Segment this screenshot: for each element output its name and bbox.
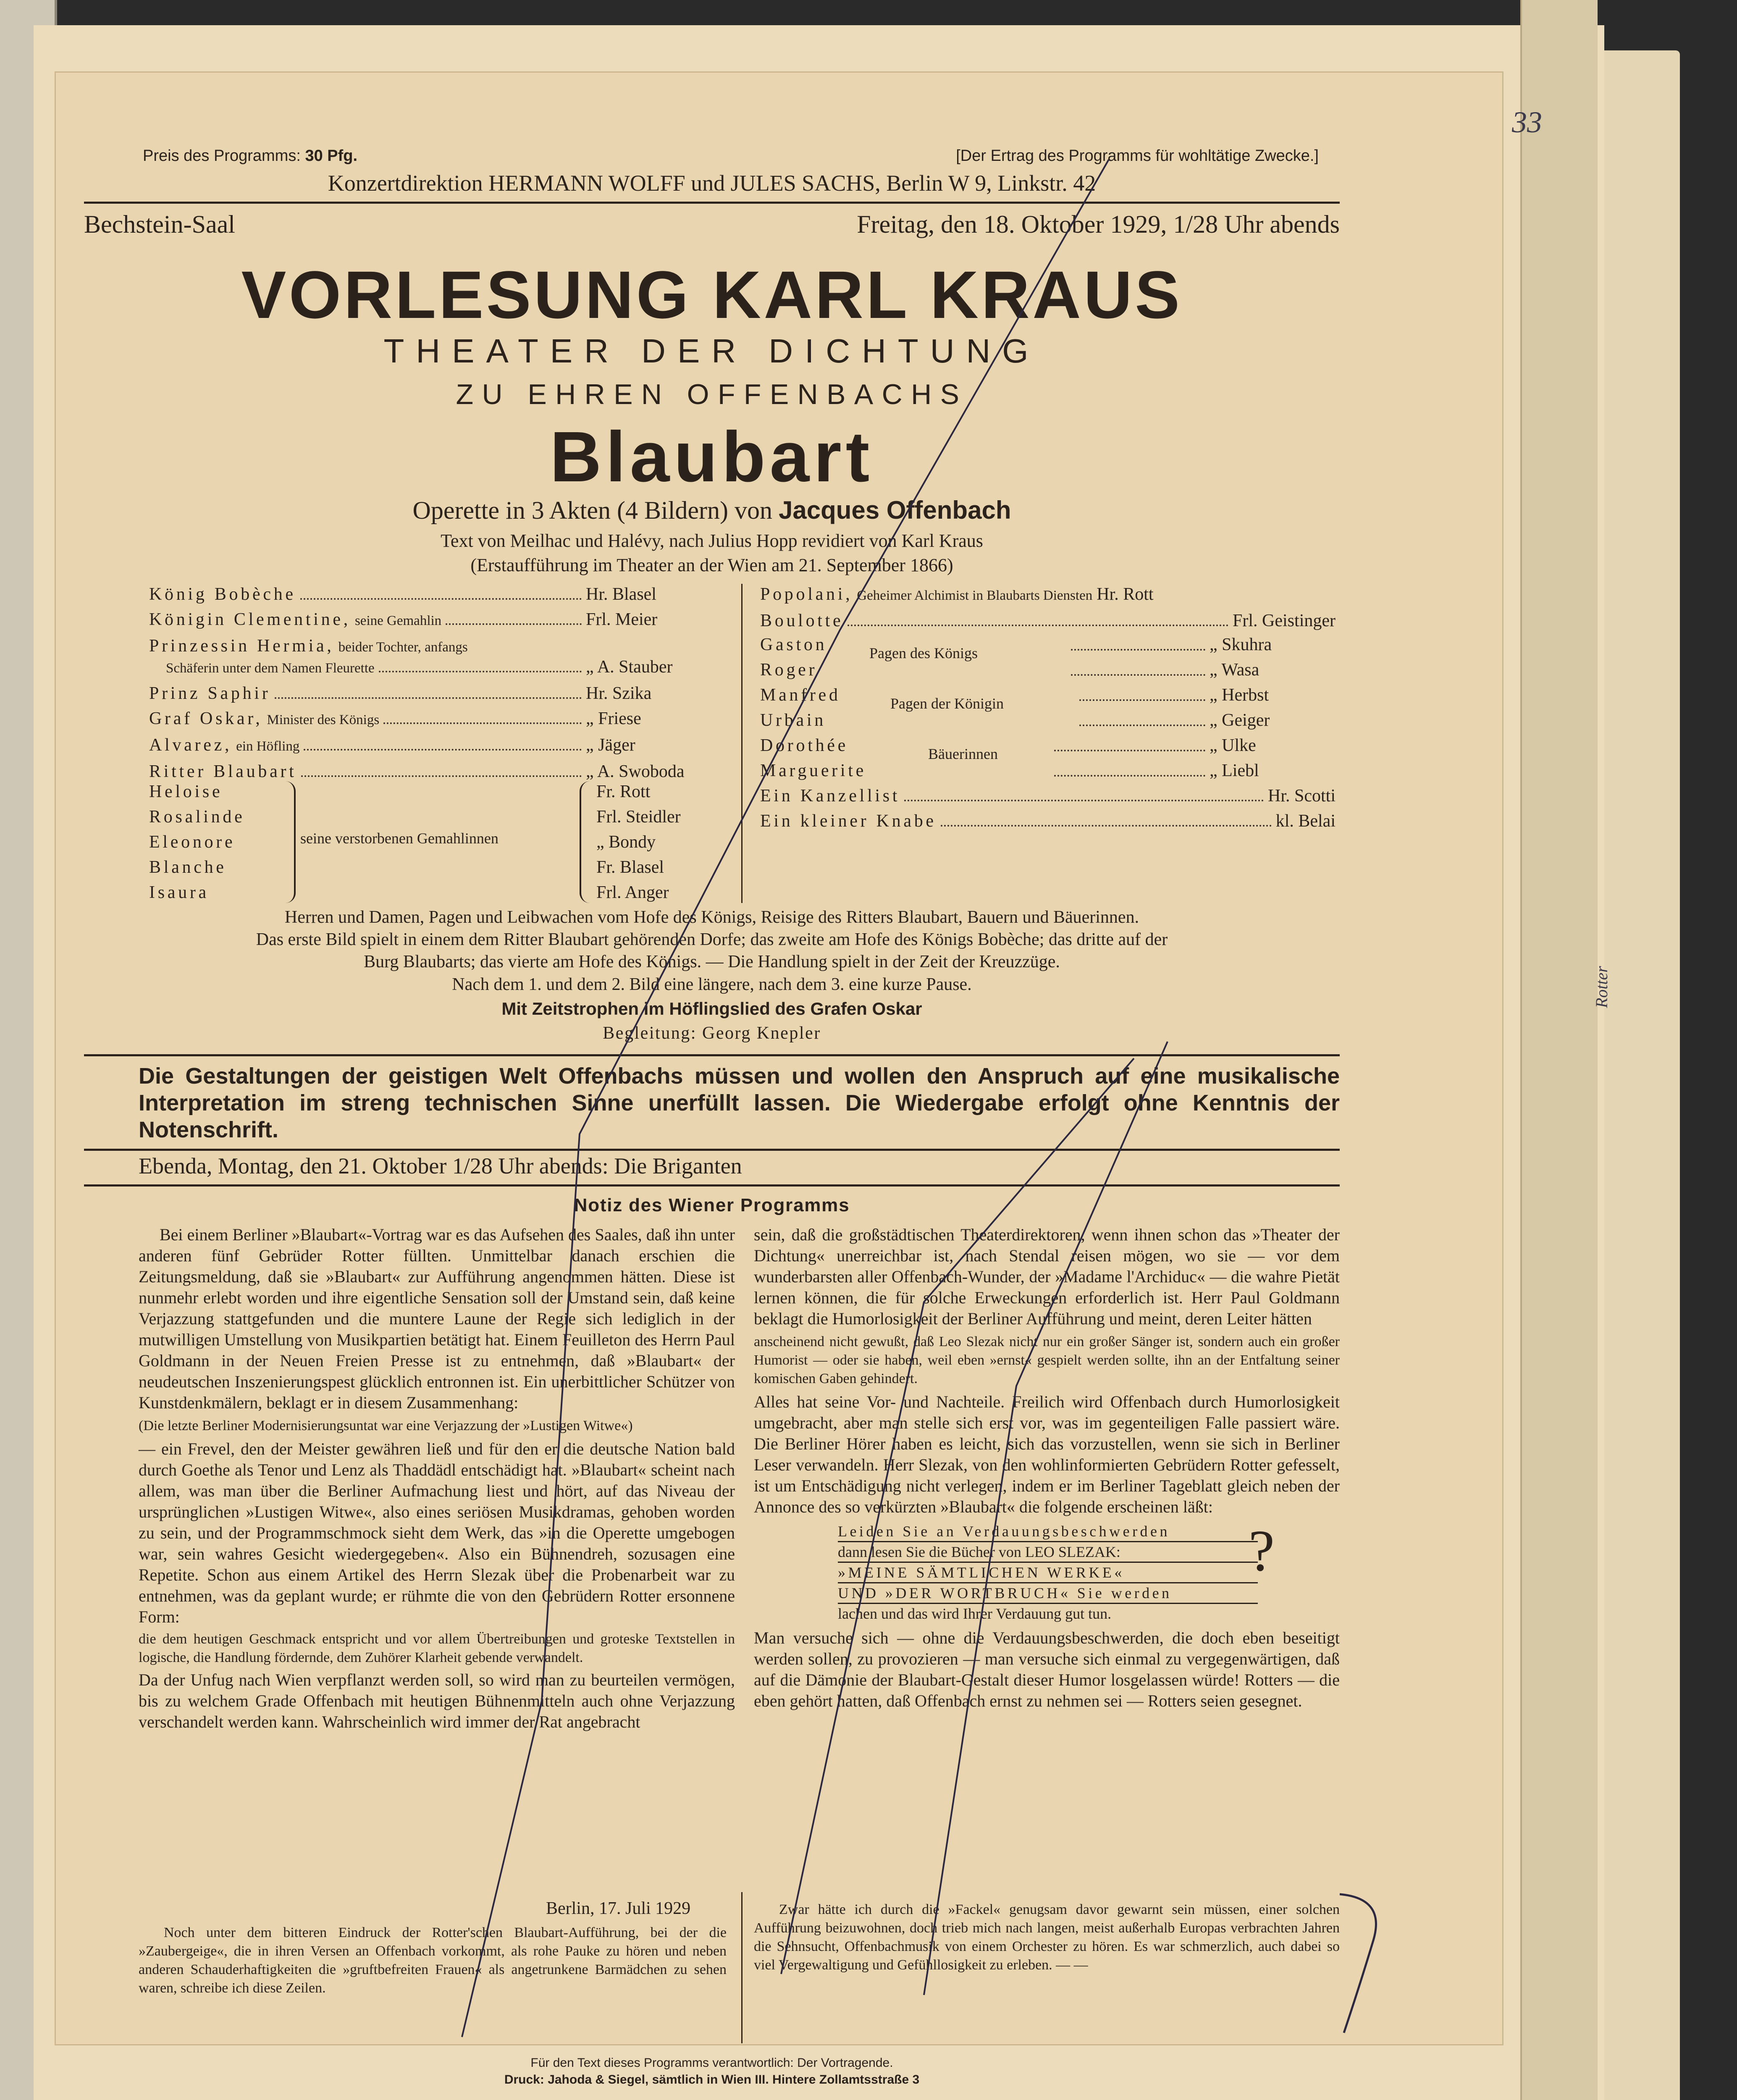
pencil-question-mark: ? xyxy=(1248,1518,1275,1583)
wives-names: Heloise Rosalinde Eleonore Blanche Isaura xyxy=(149,782,245,902)
cast-row: Prinzessin Hermia, beider Tochter, anfangs xyxy=(149,636,468,656)
venue: Bechstein-Saal xyxy=(84,210,235,238)
zeitstrophen-line: Mit Zeitstrophen im Höflingslied des Grafen Oskar xyxy=(501,999,922,1018)
pencil-side-note: Rotter xyxy=(1592,966,1611,1008)
pencil-page-number: 33 xyxy=(1512,105,1542,139)
pause-line: Nach dem 1. und dem 2. Bild eine längere, nach dem 3. eine kurze Pause. xyxy=(452,975,972,994)
notiz-right-para-3: Man versuche sich — ohne die Verdauungsbeschwerden, die doch eben beseitigt werden sollen, zu provozieren — man versuche sich einmal zu vergegenwärtigen, daß auf die Dämonie der Blaubart-Gestalt dieser Humor losgelassen würde! Rotters — die eben gehört hatten, daß Offenbach ernst zu nehmen sei — Rotters seien gesegnet. xyxy=(754,1628,1340,1710)
charity-note: [Der Ertrag des Programms für wohltätige Zwecke.] xyxy=(956,147,1319,165)
cast-group-peasants: Dorothée Marguerite Bäuerinnen „ Ulke „ Liebl xyxy=(760,733,1336,783)
notiz-left-para-3: Da der Unfug nach Wien verpflanzt werden soll, so wird man zu beurteilen vermögen, bis zu welchem Grade Offenbach mit heutigen Bühnenmitteln auch ohne Verjazzung verschandelt werden kann. Wahrscheinlich wird immer der Rat angebracht xyxy=(139,1670,735,1731)
subtitle-theater: THEATER DER DICHTUNG xyxy=(383,332,1040,370)
scene-line-1: Das erste Bild spielt in einem dem Ritter Blaubart gehörenden Dorfe; das zweite am Hofe des Königs Bobèche; das dritte auf der xyxy=(256,930,1168,949)
slezak-advert: Leiden Sie an Verdauungsbeschwerden dann lesen Sie die Bücher von LEO SLEZAK: »MEINE SÄMTLICHEN WERKE« UND »DER WORTBRUCH« Sie werden lachen und das wird Ihrer Verdauung gut tun. ? xyxy=(838,1518,1275,1622)
wives-label: seine verstorbenen Gemahlinnen xyxy=(300,830,499,847)
scene-line-2: Burg Blaubarts; das vierte am Hofe des Königs. — Die Handlung spielt in der Zeit der Kreuzzüge. xyxy=(364,952,1060,971)
berlin-dateline: Berlin, 17. Juli 1929 xyxy=(546,1899,691,1918)
operette-line: Operette in 3 Akten (4 Bildern) von Jacques Offenbach xyxy=(412,496,1011,524)
cast-row: Popolani, Geheimer Alchimist in Blaubarts Diensten Hr. Rott xyxy=(760,585,1154,604)
pencil-cancel-line-2 xyxy=(781,1058,1134,1974)
text-credit: Text von Meilhac und Halévy, nach Julius Hopp revidiert von Karl Kraus xyxy=(441,530,983,551)
notiz-right-quote-1: anscheinend nicht gewußt, daß Leo Slezak nicht nur ein großer Sänger ist, sondern auch ein großer Humorist — oder sie haben, weil eben »ernst« gespielt werden sollte, ihn an der Entfaltung seiner komischen Gaben gehindert. xyxy=(754,1334,1340,1386)
cast-row: König Bobèche Hr. Blasel xyxy=(149,585,656,604)
work-title: Blaubart xyxy=(550,417,874,497)
footer-responsible: Für den Text dieses Programms verantwortlich: Der Vortragende. xyxy=(530,2056,893,2070)
subtitle-offenbach: ZU EHREN OFFENBACHS xyxy=(456,378,968,410)
accompanist-line: Begleitung: Georg Knepler xyxy=(603,1024,821,1043)
notiz-right-para-2: Alles hat seine Vor- und Nachteile. Freilich wird Offenbach durch Humorlosigkeit umgebracht, aber man stelle sich erst vor, was im gegenteiligen Falle passiert wäre. Die Berliner Hörer haben es leicht, sich das vorzustellen, wenn sie sich in Berliner Leser verwandeln. Herr Slezak, von den wohlinformierten Gebrüdern Rotter gefesselt, ist um Entschädigung nicht verlegen, indem er im Berliner Tageblatt gleich neben der Annonce des so verkürzten »Blaubart« die folgende erscheinen läßt: xyxy=(754,1392,1340,1516)
agency-line: Konzertdirektion HERMANN WOLFF und JULES SACHS, Berlin W 9, Linkstr. 42 xyxy=(328,171,1096,196)
berlin-letter-right: Zwar hätte ich durch die »Fackel« genugsam davor gewarnt sein müssen, einer solchen Aufführung beizuwohnen, doch trieb mich nach langen, meist außerhalb Europas verbrachten Jahren die Sehnsucht, Offenbachmusik von einem Orchester zu hören. Es war schmerzlich, auch dabei so viel Vergewaltigung und Gefühllosigkeit zu erleben. — — xyxy=(754,1902,1340,1973)
cast-row: Königin Clementine, seine Gemahlin Frl. Meier xyxy=(149,610,658,629)
notiz-left-quote-1: (Die letzte Berliner Modernisierungsuntat war eine Verjazzung der »Lustigen Witwe«) xyxy=(139,1418,633,1433)
cast-row: Schäferin unter dem Namen Fleurette „ A. Stauber xyxy=(166,657,673,677)
notiz-left-para-2: — ein Frevel, den der Meister gewähren ließ und für den er die deutsche Nation bald durch Goethe als Tenor und Lenz als Thaddädl entschädigt hat. »Blaubart« scheint nach allem, was man über die Berliner Aufmachung liest und hört, auf das Niveau der ursprünglichen »Lustigen Witwe«, also eines seriösen Musikdramas, gehoben worden zu sein, und der Programmschmock sieht dem Werk, das »in die Operette umgebogen war, sein wahres Gesicht wiedergegeben«. Also ein Bühnendreh, sozusagen eine Repetite. Schon aus einem Artikel des Herrn Slezak über die Probenarbeit war zu entnehmen, was da geplant wurde; er rühmte die von den Gebrüdern Rotter ersonnene Form: xyxy=(139,1439,735,1626)
notice-text: Die Gestaltungen der geistigen Welt Offenbachs müssen und wollen den Anspruch auf eine musikalische Interpretation im streng technischen Sinne unerfüllt lassen. Die Wiedergabe erfolgt ohne Kenntnis der Notenschrift. xyxy=(139,1063,1340,1142)
main-title: VORLESUNG KARL KRAUS xyxy=(241,257,1183,332)
price-line: Preis des Programms: 30 Pfg. xyxy=(143,147,358,165)
footer-printer: Druck: Jahoda & Siegel, sämtlich in Wien III. Hintere Zollamtsstraße 3 xyxy=(504,2073,920,2087)
premiere-note: (Erstaufführung im Theater an der Wien am 21. September 1866) xyxy=(470,555,953,575)
next-event: Ebenda, Montag, den 21. Oktober 1/28 Uhr abends: Die Briganten xyxy=(139,1153,742,1179)
cast-row: Ein kleiner Knabe kl. Belai xyxy=(760,811,1336,831)
cast-row: Ein Kanzellist Hr. Scotti xyxy=(760,786,1336,806)
cast-row: Graf Oskar, Minister des Königs „ Friese xyxy=(149,709,641,728)
pencil-cancel-line-3 xyxy=(924,1042,1168,1995)
notiz-right-para-1: sein, daß die großstädtischen Theaterdirektoren, wenn ihnen schon das »Theater der Dichtung« unerreichbar ist, nach Stendal reisen mögen, wo sie — vor dem wunderbarsten aller Offenbach-Wunder, der »Madame l'Archiduc« — die wahre Pietät lernen können, die für solche Erweckungen erforderlich ist. Herr Paul Goldmann beklagt die Humorlosigkeit der Berliner Aufführung und meint, deren Leiter hätten xyxy=(754,1225,1340,1328)
cast-row: Boulotte Frl. Geistinger xyxy=(760,611,1336,630)
pencil-bracket-mark xyxy=(1340,1894,1376,2033)
berlin-letter-left: Noch unter dem bitteren Eindruck der Rotter'schen Blaubart-Aufführung, bei der die »Zaubergeige«, die in ihren Versen an Offenbach vorkommt, als rohe Pauke zu hören und neben anderen Schauderhaftigkeiten die »gruftbefreiten Frauen« als angetrunkene Barmädchen zu sehen waren, schreibe ich diese Zeilen. xyxy=(139,1925,727,1996)
cast-group-pages-king: Gaston Roger Pagen des Königs „ Skuhra „ Wasa xyxy=(760,632,1336,682)
cast-row: Alvarez, ein Höfling „ Jäger xyxy=(149,735,635,755)
event-date: Freitag, den 18. Oktober 1929, 1/28 Uhr abends xyxy=(857,210,1340,238)
notiz-left-quote-2: die dem heutigen Geschmack entspricht und vor allem Übertreibungen und groteske Textstellen in logische, die Handlung fördernde, dem Zuhörer Klarheit gebende verwandelt. xyxy=(139,1631,735,1665)
cast-group-pages-queen: Manfred Urbain Pagen der Königin „ Herbst „ Geiger xyxy=(760,682,1336,733)
notiz-heading: Notiz des Wiener Programms xyxy=(574,1195,850,1215)
wives-actors: Fr. Rott Frl. Steidler „ Bondy Fr. Blasel Frl. Anger xyxy=(596,782,681,902)
chorus-line: Herren und Damen, Pagen und Leibwachen vom Hofe des Königs, Reisige des Ritters Blaubart, Bauern und Bäuerinnen. xyxy=(284,908,1139,927)
cast-row: Prinz Saphir Hr. Szika xyxy=(149,684,652,703)
cast-row: Ritter Blaubart „ A. Swoboda xyxy=(149,762,685,781)
pencil-cancel-line-1 xyxy=(462,160,1109,2037)
notiz-left-para-1: Bei einem Berliner »Blaubart«-Vortrag war es das Aufsehen des Saales, daß ihn unter anderen fünf Gebrüder Rotter füllten. Unmittelbar danach erschien die Zeitungsmeldung, daß sie »Blaubart« zur Aufführung angenommen hätten. Diese ist nunmehr erlebt worden und ihre eigentliche Sensation soll der Umstand sein, daß keine Verjazzung stattgefunden und die muntere Laune der Regie sich lediglich in der mutwilligen Umstellung von Musikpartien betätigt hat. Einem Feuilleton des Herrn Paul Goldmann in der Neuen Freien Presse ist zu entnehmen, daß »Blaubart« der neudeutschen Inszenierungspest glücklich entronnen ist. Ein unerbittlicher Schützer von Kunstdenkmälern, beklagt er in diesem Zusammenhang: xyxy=(139,1225,735,1412)
